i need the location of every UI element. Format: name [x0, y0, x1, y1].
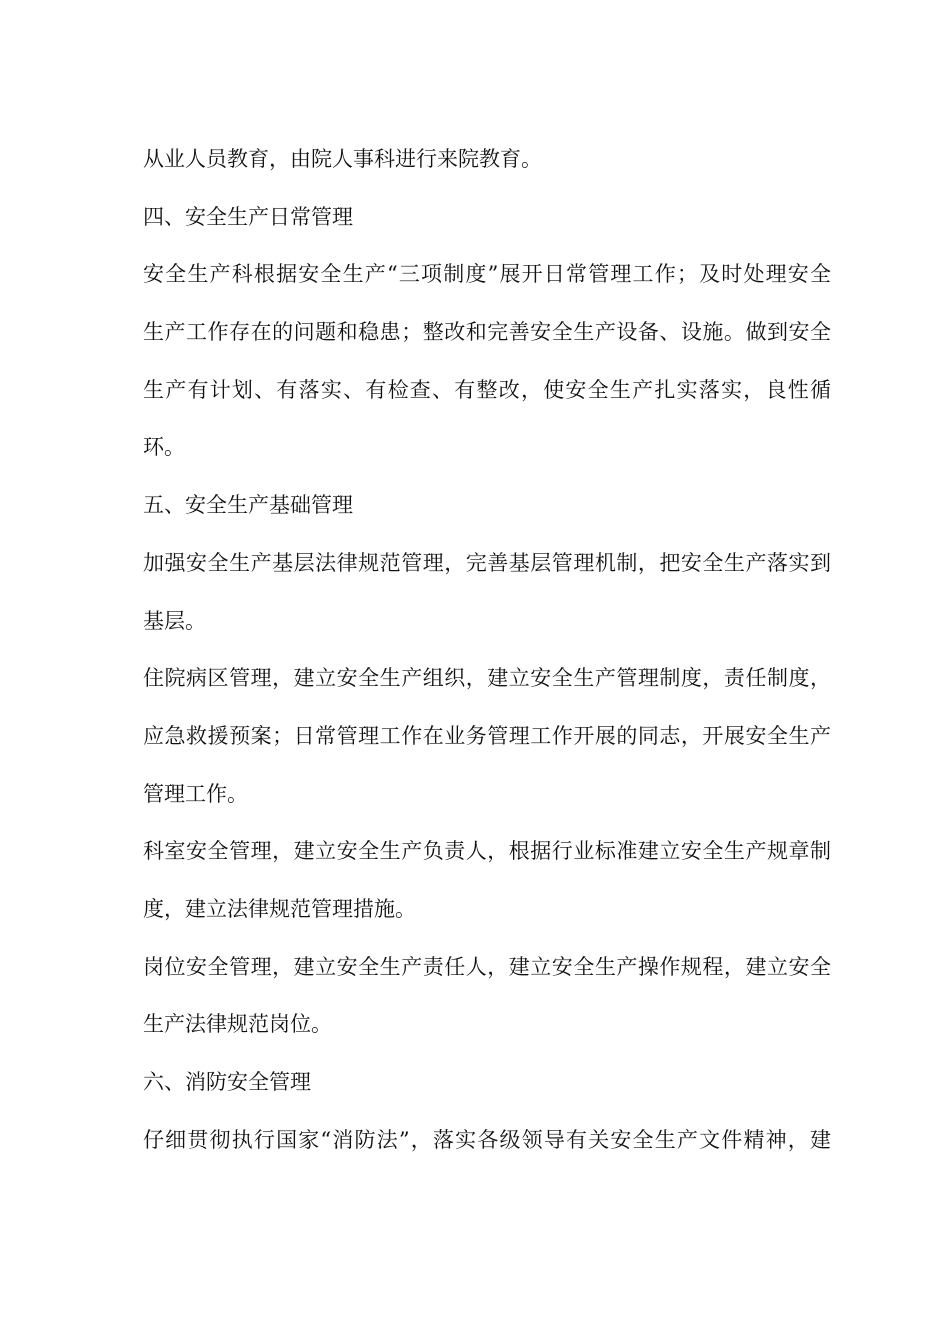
- section-heading: 六、消防安全管理: [143, 1070, 311, 1094]
- text-line: 度，建立法律规范管理措施。: [143, 896, 416, 921]
- section-heading: 四、安全生产日常管理: [143, 204, 353, 229]
- text-line: 加强安全生产基层法律规范管理，完善基层管理机制，把安全生产落实到: [143, 550, 831, 575]
- text-line: 管理工作。: [143, 781, 248, 806]
- text-line: 岗位安全管理，建立安全生产责任人，建立安全生产操作规程，建立安全: [143, 954, 831, 979]
- text-line: 从业人员教育，由院人事科进行来院教育。: [143, 147, 542, 171]
- text-line: 生产工作存在的问题和稳患；整改和完善安全生产设备、设施。做到安全: [143, 320, 831, 345]
- text-line: 生产有计划、有落实、有检查、有整改，使安全生产扎实落实，良性循: [143, 377, 831, 402]
- text-line: 科室安全管理，建立安全生产负责人，根据行业标准建立安全生产规章制: [143, 839, 831, 864]
- text-line: 住院病区管理，建立安全生产组织，建立安全生产管理制度，责任制度，: [143, 666, 831, 691]
- text-line: 环。: [143, 435, 185, 460]
- text-line: 安全生产科根据安全生产“三项制度”展开日常管理工作；及时处理安全: [143, 262, 831, 287]
- text-line: 仔细贯彻执行国家“消防法”，落实各级领导有关安全生产文件精神，建: [143, 1127, 831, 1152]
- document-body: [143, 138, 831, 1176]
- text-line: 基层。: [143, 608, 206, 633]
- text-line: 生产法律规范岗位。: [143, 1012, 332, 1037]
- section-heading: 五、安全生产基础管理: [143, 493, 353, 518]
- text-line: 应急救援预案；日常管理工作在业务管理工作开展的同志，开展安全生产: [143, 723, 831, 748]
